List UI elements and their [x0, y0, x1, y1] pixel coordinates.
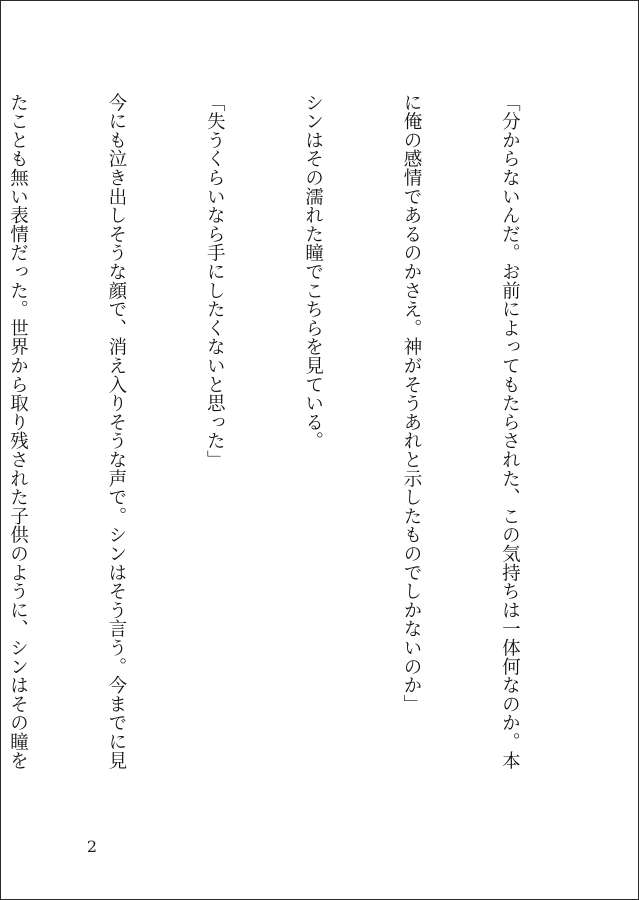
text-line: シンはその濡れた瞳でこちらを見ている。	[302, 93, 324, 451]
vertical-text-body	[0, 93, 591, 823]
page-number: 2	[86, 837, 98, 856]
text-line: たことも無い表情だった。世界から取り残された子供のように、シンはその瞳を	[7, 93, 29, 770]
text-line: 「失うくらいなら手にしたくないと思った」	[204, 93, 226, 469]
text-line: に俺の感情であるのかさえ。神がそうあれと示したものでしかないのか」	[401, 93, 423, 714]
text-line: 今にも泣き出しそうな顔で、消え入りそうな声で。シンはそう言う。今までに見	[105, 93, 127, 770]
text-line: 「分からないんだ。お前によってもたらされた、この気持ちは一体何なのか。本	[499, 93, 521, 770]
